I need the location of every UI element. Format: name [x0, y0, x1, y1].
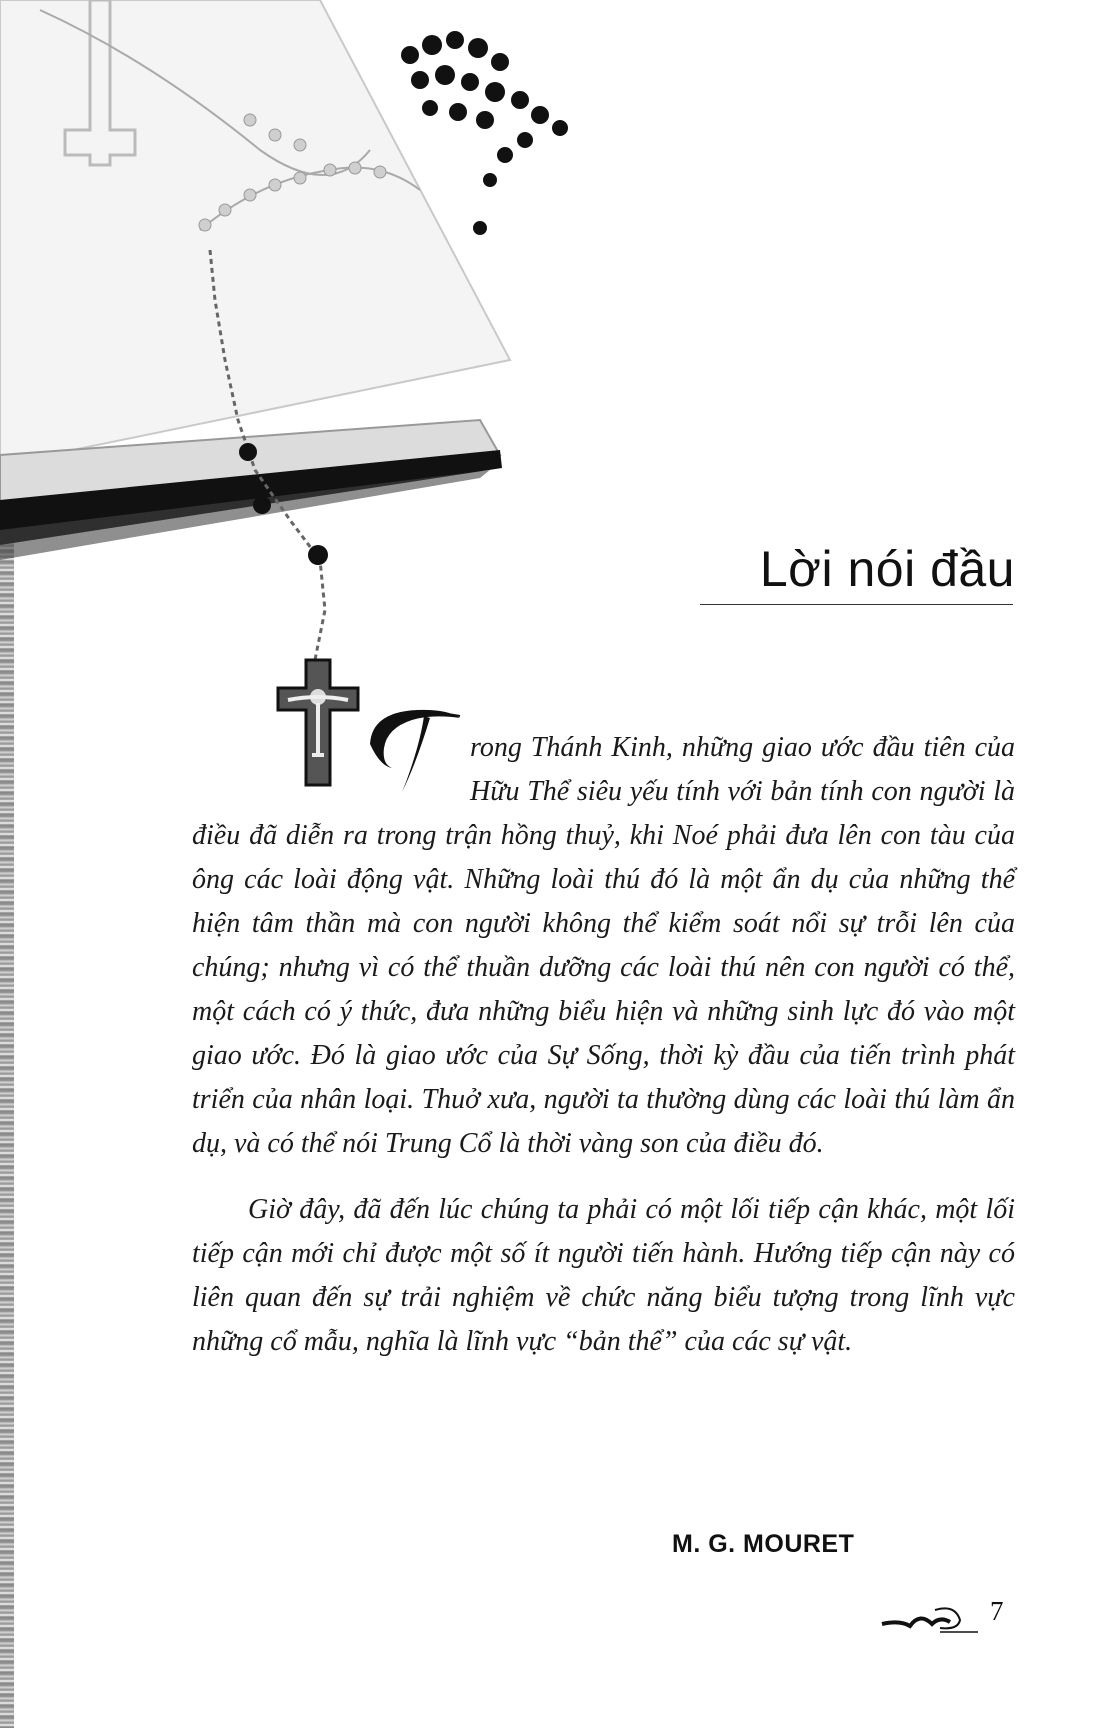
- page-title: Lời nói đầu: [759, 541, 1015, 597]
- author-name: M. G. MOURET: [672, 1530, 855, 1558]
- title-underline: [700, 604, 1013, 605]
- page-ornament-icon: [880, 1602, 980, 1636]
- paragraph-1: [192, 726, 1015, 1166]
- page-number: 7: [990, 1596, 1004, 1626]
- bible-rosary-illustration: [0, 0, 620, 800]
- paragraph-1-text: rong Thánh Kinh, những giao ước đầu tiên của Hữu Thể siêu yếu tính với bản tính con người là điều đã diễn ra trong trận hồng thuỷ, khi Noé phải đưa lên con tàu của ông các loài động vật. Những loài thú đó là một ẩn dụ của những thể hiện tâm thần mà con người không thể kiểm soát nổi sự trỗi lên của chúng; nhưng vì có thể thuần dưỡng các loài thú nên con người có thể, một cách có ý thức, đưa những biểu hiện và những sinh lực đó vào một giao ước. Đó là giao ước của Sự Sống, thời kỳ đầu của tiến trình phát triển của nhân loại. Thuở xưa, người ta thường dùng các loài thú làm ẩn dụ, và có thể nói Trung Cổ là thời vàng son của điều đó.: [192, 732, 1015, 1159]
- preface-text: [192, 726, 1015, 1364]
- dropcap-T: [362, 704, 462, 794]
- paragraph-2: Giờ đây, đã đến lúc chúng ta phải có một lối tiếp cận khác, một lối tiếp cận mới chỉ được một số ít người tiến hành. Hướng tiếp cận này có liên quan đến sự trải nghiệm về chức năng biểu tượng trong lĩnh vực những cổ mẫu, nghĩa là lĩnh vực “bản thể” của các sự vật.: [192, 1194, 1015, 1357]
